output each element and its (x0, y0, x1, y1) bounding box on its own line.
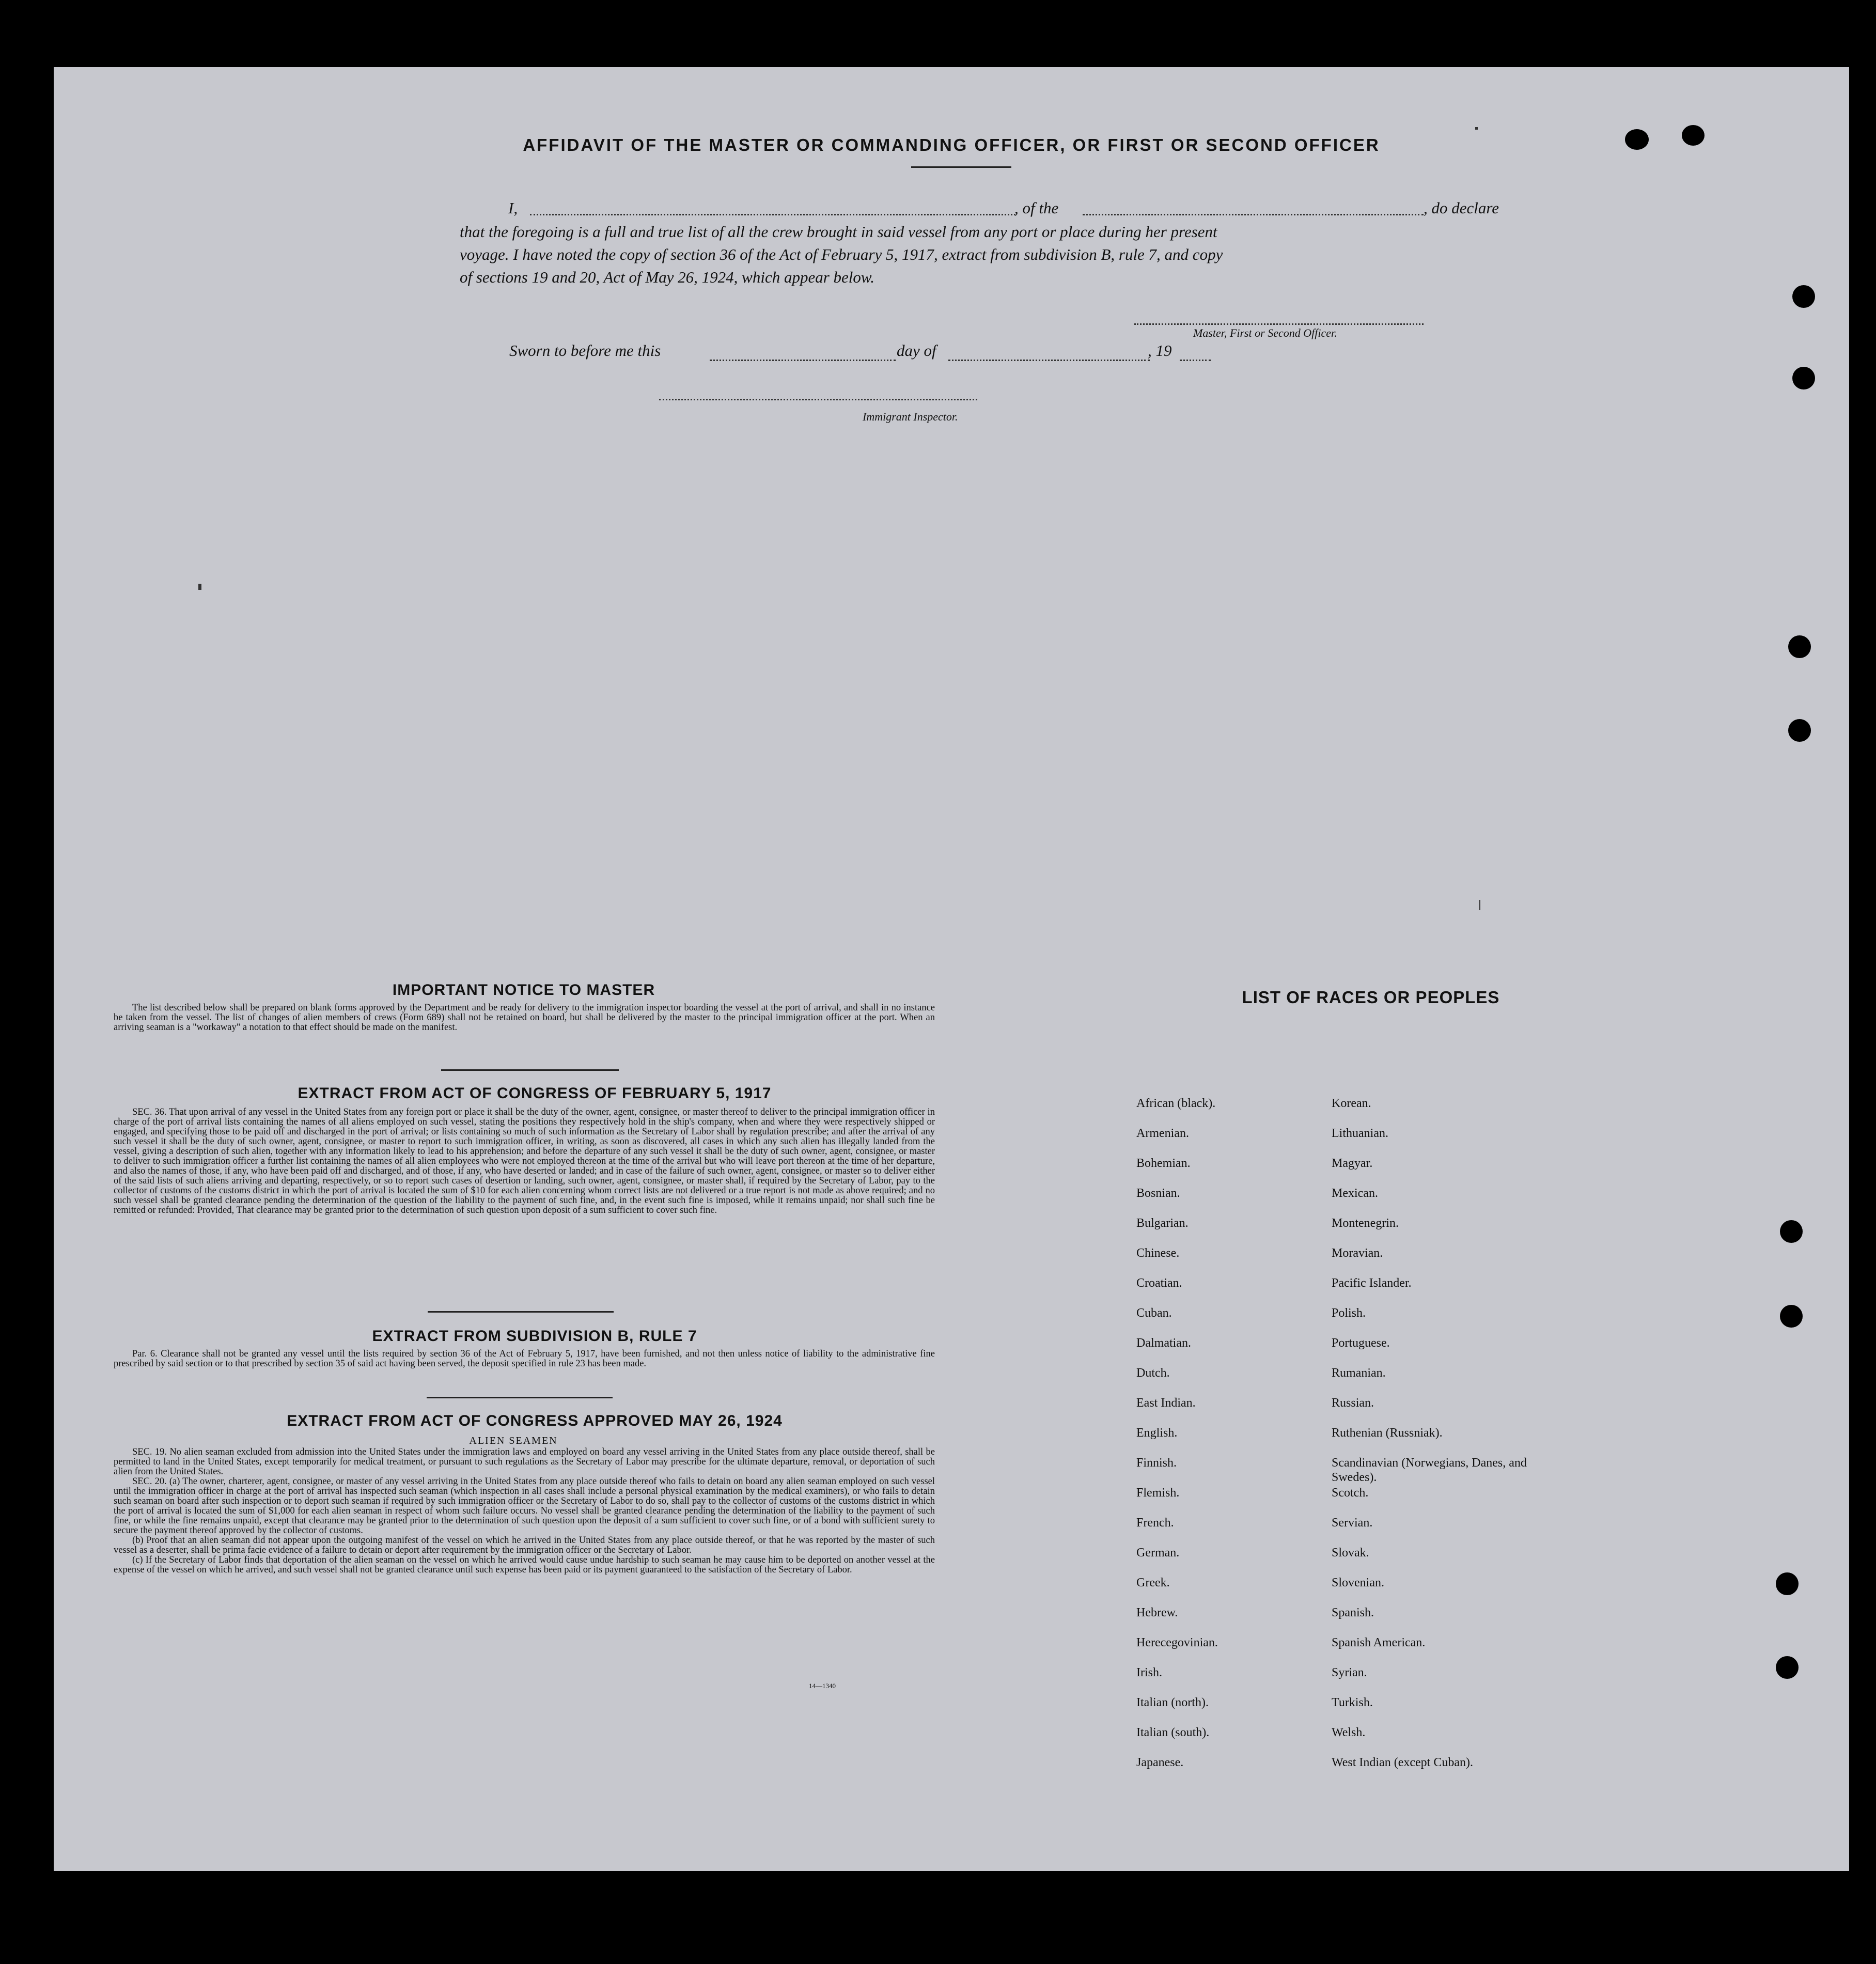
race-item: Italian (south). (1136, 1726, 1210, 1739)
punch-hole (1788, 719, 1811, 742)
race-item: Chinese. (1136, 1246, 1180, 1260)
inspector-signature-line (659, 399, 977, 400)
race-item: Scotch. (1332, 1486, 1369, 1500)
race-item: Irish. (1136, 1666, 1162, 1679)
alien-seamen-subtitle: ALIEN SEAMEN (469, 1435, 558, 1446)
sworn-day-blank (710, 360, 896, 361)
race-item: Turkish. (1332, 1696, 1373, 1709)
do-declare-label: , do declare (1424, 199, 1499, 217)
race-item: Hebrew. (1136, 1606, 1178, 1619)
race-item: Croatian. (1136, 1276, 1182, 1290)
race-item: Ruthenian (Russniak). (1332, 1426, 1443, 1440)
race-item: Spanish American. (1332, 1636, 1426, 1649)
race-item: Syrian. (1332, 1666, 1367, 1679)
punch-hole (1780, 1305, 1803, 1328)
race-item: Mexican. (1332, 1187, 1378, 1200)
extract-rule7-divider (427, 1397, 613, 1398)
punch-hole (1776, 1572, 1799, 1595)
punch-hole (1780, 1220, 1803, 1243)
race-item: Greek. (1136, 1576, 1170, 1589)
document-sheet (54, 67, 1849, 1871)
extract-1917-text (114, 1108, 935, 1215)
extract-1917-title: EXTRACT FROM ACT OF CONGRESS OF FEBRUARY 5, 1917 (298, 1085, 772, 1102)
race-item: Slovenian. (1332, 1576, 1384, 1589)
race-item: French. (1136, 1516, 1174, 1530)
race-item: Russian. (1332, 1396, 1374, 1410)
extract-1917-divider (428, 1311, 614, 1313)
race-item: Finnish. (1136, 1456, 1177, 1470)
race-item: West Indian (except Cuban). (1332, 1756, 1473, 1769)
punch-hole (1788, 635, 1811, 658)
race-item: Slovak. (1332, 1546, 1369, 1560)
sec-36-paragraph: SEC. 36. That upon arrival of any vessel in the United States from any foreign port or place it shall be the duty of the owner, agent, consignee, or master thereof to deliver to the principal immigration officer in charge of the port of arrival lists containing the names of all aliens employed on such vessel, stating the positions they respectively hold in the ship's company, when and where they were respectively shipped or engaged, and specifying those to be paid off and discharged in the port of arrival; or lists containing so much of such information as the Secretary of Labor shall by regulation prescribe; and after the arrival of any such vessel it shall be the duty of such owner, agent, consignee, or master to report to such immigration officer, in writing, as soon as discovered, all cases in which any such alien has illegally landed from the vessel, giving a description of such alien, together with any information likely to lead to his apprehension; and before the departure of any such vessel it shall be the duty of such owner, agent, consignee, or master to deliver to such immigration officer a further list containing the names of all alien employees who were not employed thereon at the time of the arrival but who will leave port thereon at the time of her departure, and also the names of those, if any, who have been paid off and discharged, and of those, if any, who have deserted or landed; and in case of the failure of such owner, agent, consignee, or master so to deliver either of the said lists of such aliens arriving and departing, respectively, or so to report such cases of desertion or landing, such owner, agent, consignee, or master shall, if required by the Secretary of Labor, pay to the collector of customs of the customs district in which the port of arrival is located the sum of $10 for each alien concerning whom correct lists are not delivered or a true report is not made as above required; and no such vessel shall be granted clearance pending the determination of the question of the liability to the payment of such fine, and, in the event such fine is imposed, while it remains unpaid; nor shall such fine be remitted or refunded: Provided, That clearance may be granted prior to the determination of such question upon deposit of a sum sufficient to cover such fine. (114, 1107, 935, 1215)
race-item: Italian (north). (1136, 1696, 1209, 1709)
sworn-month-blank (948, 360, 1150, 361)
of-the-label: , of the (1014, 199, 1059, 217)
race-item: Montenegrin. (1332, 1217, 1399, 1230)
speck (1479, 900, 1480, 910)
race-item: Dutch. (1136, 1366, 1170, 1380)
affidavit-i-label: I, (508, 199, 518, 217)
sec-19-paragraph: SEC. 19. No alien seaman excluded from admission into the United States under the immigration laws and employed on board any vessel arriving in the United States from any place outside thereof, shall be permitted to land in the United States, except temporarily for medical treatment, or pursuant to such regulations as the Secretary of Labor may prescribe for the ultimate departure, removal, or deportation of such alien from the United States. (114, 1447, 935, 1477)
notice-text (114, 1003, 935, 1033)
race-item: East Indian. (1136, 1396, 1196, 1410)
day-of-label: day of (897, 341, 936, 360)
extract-rule7-text (114, 1349, 935, 1369)
affidavit-line-3: voyage. I have noted the copy of section 36 of the Act of February 5, 1917, extract from subdivision B, rule 7, and copy (460, 245, 1223, 263)
races-title: LIST OF RACES OR PEOPLES (1242, 988, 1500, 1007)
races-column-1 (1136, 1096, 1322, 1785)
race-item: Magyar. (1332, 1157, 1373, 1170)
affidavit-line-4: of sections 19 and 20, Act of May 26, 1924, which appear below. (460, 268, 875, 286)
extract-1924-title: EXTRACT FROM ACT OF CONGRESS APPROVED MAY 26, 1924 (287, 1412, 783, 1429)
speck (1475, 127, 1478, 130)
race-item: Rumanian. (1332, 1366, 1386, 1380)
master-signature-line (1134, 323, 1424, 325)
race-item: Korean. (1332, 1097, 1371, 1110)
race-item: Servian. (1332, 1516, 1373, 1530)
notice-paragraph: The list described below shall be prepared on blank forms approved by the Department and be ready for delivery to the immigration inspector boarding the vessel at the port of arrival, and shall in no instance be taken from the vessel. The list of changes of alien members of crews (Form 689) shall not be retained on board, but shall be delivered by the master to the principal immigration officer at the port. When an arriving seaman is a "workaway" a notation to that effect should be made on the manifest. (114, 1003, 935, 1033)
race-item: Moravian. (1332, 1246, 1383, 1260)
extract-1924-text (114, 1447, 935, 1575)
races-column-2 (1332, 1096, 1549, 1785)
inspector-caption: Immigrant Inspector. (863, 410, 958, 423)
name-blank (530, 214, 1015, 215)
title-divider (911, 166, 1011, 168)
speck (198, 584, 201, 590)
affidavit-title: AFFIDAVIT OF THE MASTER OR COMMANDING OFFICER, OR FIRST OR SECOND OFFICER (523, 135, 1380, 154)
notice-divider (441, 1069, 619, 1071)
race-item: African (black). (1136, 1097, 1216, 1110)
punch-hole (1792, 285, 1815, 308)
race-item: Flemish. (1136, 1486, 1180, 1500)
race-item: Japanese. (1136, 1756, 1184, 1769)
race-item: English. (1136, 1426, 1178, 1440)
race-item: German. (1136, 1546, 1180, 1560)
race-item: Scandinavian (Norwegians, Danes, and Swedes). (1332, 1456, 1527, 1484)
race-item: Welsh. (1332, 1726, 1366, 1739)
race-item: Bohemian. (1136, 1157, 1191, 1170)
year-blank (1180, 360, 1211, 361)
race-item: Cuban. (1136, 1306, 1172, 1320)
master-caption: Master, First or Second Officer. (1193, 326, 1337, 339)
race-item: Lithuanian. (1332, 1127, 1388, 1140)
race-item: Dalmatian. (1136, 1336, 1191, 1350)
form-number: 14—1340 (809, 1682, 836, 1690)
notice-title: IMPORTANT NOTICE TO MASTER (392, 981, 655, 999)
sec-20b-paragraph: (b) Proof that an alien seaman did not appear upon the outgoing manifest of the vessel on which he arrived in the United States from any place outside thereof, or that he was reported by the master of such vessel as a deserter, shall be prima facie evidence of a failure to detain or deport after requirement by the immigration officer or the Secretary of Labor. (114, 1535, 935, 1555)
sworn-label: Sworn to before me this (509, 341, 661, 360)
vessel-blank (1083, 214, 1424, 215)
punch-hole (1625, 129, 1649, 150)
par-6-paragraph: Par. 6. Clearance shall not be granted any vessel until the lists required by section 36 of the Act of February 5, 1917, have been furnished, and not then unless notice of liability to the administrative fine prescribed by said section or to that prescribed by section 35 of said act having been served, the deposit specified in rule 23 has been made. (114, 1349, 935, 1369)
race-item: Portuguese. (1332, 1336, 1390, 1350)
race-item: Polish. (1332, 1306, 1366, 1320)
race-item: Bosnian. (1136, 1187, 1180, 1200)
race-item: Spanish. (1332, 1606, 1374, 1619)
year-prefix: , 19 (1148, 341, 1172, 360)
race-item: Herecegovinian. (1136, 1636, 1218, 1649)
extract-rule7-title: EXTRACT FROM SUBDIVISION B, RULE 7 (372, 1328, 697, 1345)
punch-hole (1792, 367, 1815, 389)
race-item: Armenian. (1136, 1127, 1189, 1140)
race-item: Pacific Islander. (1332, 1276, 1412, 1290)
sec-20c-paragraph: (c) If the Secretary of Labor finds that deportation of the alien seaman on the vessel on which he arrived would cause undue hardship to such seaman he may cause him to be deported on another vessel at the expense of the vessel on which he arrived, and such vessel shall not be granted clearance until such expense has been paid or its payment guaranteed to the satisfaction of the Secretary of Labor. (114, 1555, 935, 1575)
race-item: Bulgarian. (1136, 1217, 1189, 1230)
punch-hole (1776, 1656, 1799, 1679)
punch-hole (1682, 125, 1705, 146)
affidavit-line-2: that the foregoing is a full and true list of all the crew brought in said vessel from any port or place during her present (460, 223, 1217, 241)
sec-20a-paragraph: SEC. 20. (a) The owner, charterer, agent, consignee, or master of any vessel arriving in the United States from any place outside thereof who fails to detain on board any alien seaman employed on such vessel until the immigration officer in charge at the port of arrival has inspected such seaman (which inspection in all cases shall include a personal physical examination by the medical examiners), or who fails to detain such seaman on board after such inspection or to deport such seaman if required by such immigration officer or the Secretary of Labor to do so, shall pay to the collector of customs of the customs district in which the port of arrival is located the sum of $1,000 for each alien seaman in respect of whom such failure occurs. No vessel shall be granted clearance pending the determination of the liability to the payment of such fine, or while the fine remains unpaid, except that clearance may be granted prior to the determination of such question upon the deposit of a sum sufficient to cover such fine, or of a bond with sufficient surety to secure the payment thereof approved by the collector of customs. (114, 1476, 935, 1536)
